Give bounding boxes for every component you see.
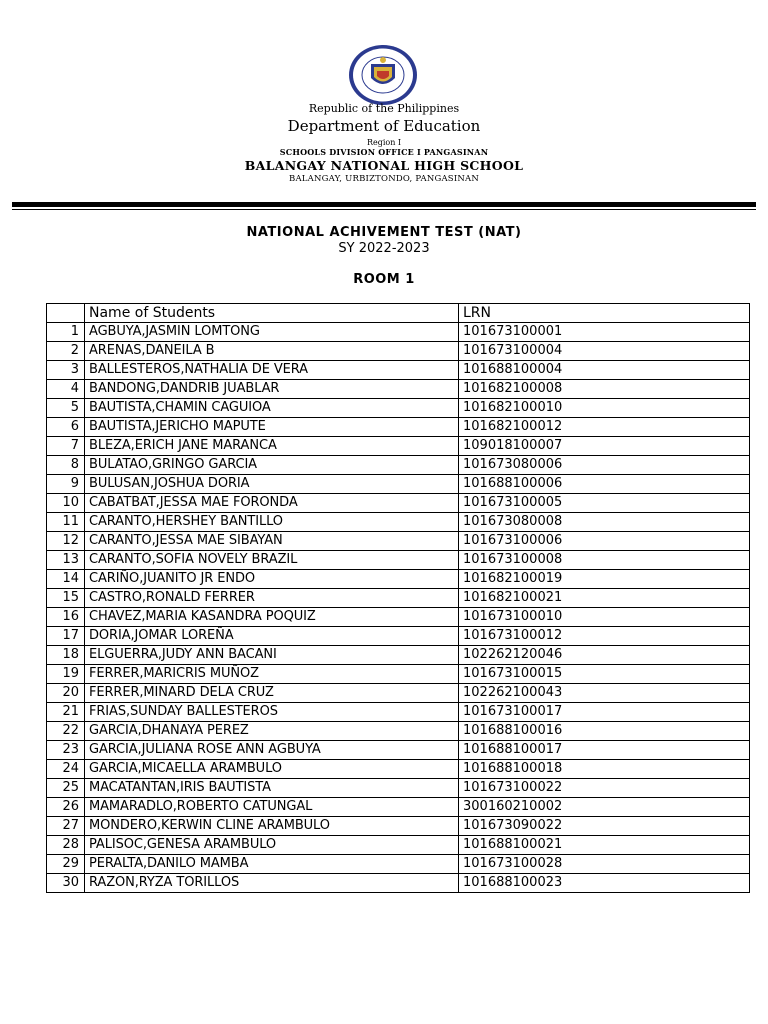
school-address: BALANGAY, URBIZTONDO, PANGASINAN bbox=[289, 174, 479, 184]
student-lrn: 101682100010 bbox=[459, 399, 750, 418]
student-lrn: 101688100021 bbox=[459, 836, 750, 855]
division-office: SCHOOLS DIVISION OFFICE I PANGASINAN bbox=[279, 147, 489, 157]
student-name: CABATBAT,JESSA MAE FORONDA bbox=[85, 494, 459, 513]
student-name: MAMARADLO,ROBERTO CATUNGAL bbox=[85, 798, 459, 817]
row-number: 5 bbox=[47, 399, 85, 418]
student-name: GARCIA,MICAELLA ARAMBULO bbox=[85, 760, 459, 779]
row-number: 10 bbox=[47, 494, 85, 513]
table-row bbox=[47, 608, 750, 627]
student-roster-table bbox=[46, 303, 750, 893]
col-header-number bbox=[47, 304, 85, 323]
student-lrn: 101673100015 bbox=[459, 665, 750, 684]
student-name: BULATAO,GRINGO GARCIA bbox=[85, 456, 459, 475]
student-lrn: 101688100004 bbox=[459, 361, 750, 380]
table-row bbox=[47, 399, 750, 418]
roster-body bbox=[47, 323, 750, 893]
student-name: RAZON,RYZA TORILLOS bbox=[85, 874, 459, 893]
student-lrn: 101673100012 bbox=[459, 627, 750, 646]
table-row bbox=[47, 817, 750, 836]
table-row bbox=[47, 722, 750, 741]
student-lrn: 101673100004 bbox=[459, 342, 750, 361]
table-row bbox=[47, 798, 750, 817]
student-name: MACATANTAN,IRIS BAUTISTA bbox=[85, 779, 459, 798]
school-year: SY 2022-2023 bbox=[338, 241, 430, 256]
table-row bbox=[47, 570, 750, 589]
header-divider-thick bbox=[12, 202, 756, 207]
row-number: 19 bbox=[47, 665, 85, 684]
table-row bbox=[47, 456, 750, 475]
student-lrn: 101673100028 bbox=[459, 855, 750, 874]
row-number: 18 bbox=[47, 646, 85, 665]
row-number: 14 bbox=[47, 570, 85, 589]
student-lrn: 102262120046 bbox=[459, 646, 750, 665]
table-row bbox=[47, 342, 750, 361]
room-label: ROOM 1 bbox=[353, 272, 415, 287]
student-name: BAUTISTA,CHAMIN CAGUIOA bbox=[85, 399, 459, 418]
row-number: 26 bbox=[47, 798, 85, 817]
student-lrn: 300160210002 bbox=[459, 798, 750, 817]
row-number: 6 bbox=[47, 418, 85, 437]
student-name: FERRER,MARICRIS MUÑOZ bbox=[85, 665, 459, 684]
row-number: 20 bbox=[47, 684, 85, 703]
table-row bbox=[47, 684, 750, 703]
student-lrn: 101673100006 bbox=[459, 532, 750, 551]
student-name: CARANTO,SOFIA NOVELY BRAZIL bbox=[85, 551, 459, 570]
row-number: 8 bbox=[47, 456, 85, 475]
table-row bbox=[47, 323, 750, 342]
table-row bbox=[47, 532, 750, 551]
student-name: BANDONG,DANDRIB JUABLAR bbox=[85, 380, 459, 399]
student-lrn: 101673100010 bbox=[459, 608, 750, 627]
student-name: ELGUERRA,JUDY ANN BACANI bbox=[85, 646, 459, 665]
row-number: 9 bbox=[47, 475, 85, 494]
row-number: 15 bbox=[47, 589, 85, 608]
student-name: CASTRO,RONALD FERRER bbox=[85, 589, 459, 608]
student-name: BAUTISTA,JERICHO MAPUTE bbox=[85, 418, 459, 437]
table-row bbox=[47, 418, 750, 437]
student-lrn: 101673100017 bbox=[459, 703, 750, 722]
row-number: 3 bbox=[47, 361, 85, 380]
table-header-row bbox=[47, 304, 750, 323]
student-name: DORIA,JOMAR LOREÑA bbox=[85, 627, 459, 646]
student-name: MONDERO,KERWIN CLINE ARAMBULO bbox=[85, 817, 459, 836]
student-name: CARANTO,HERSHEY BANTILLO bbox=[85, 513, 459, 532]
student-lrn: 101673100022 bbox=[459, 779, 750, 798]
student-name: BULUSAN,JOSHUA DORIA bbox=[85, 475, 459, 494]
student-name: PALISOC,GENESA ARAMBULO bbox=[85, 836, 459, 855]
row-number: 7 bbox=[47, 437, 85, 456]
row-number: 11 bbox=[47, 513, 85, 532]
table-row bbox=[47, 741, 750, 760]
table-row bbox=[47, 665, 750, 684]
student-name: PERALTA,DANILO MAMBA bbox=[85, 855, 459, 874]
row-number: 22 bbox=[47, 722, 85, 741]
table-row bbox=[47, 513, 750, 532]
republic-label: Republic of the Philippines bbox=[308, 102, 460, 115]
student-lrn: 101673090022 bbox=[459, 817, 750, 836]
student-lrn: 101673100005 bbox=[459, 494, 750, 513]
student-name: BALLESTEROS,NATHALIA DE VERA bbox=[85, 361, 459, 380]
table-row bbox=[47, 627, 750, 646]
student-name: CHAVEZ,MARIA KASANDRA POQUIZ bbox=[85, 608, 459, 627]
region-label: Region I bbox=[366, 138, 402, 147]
row-number: 27 bbox=[47, 817, 85, 836]
table-row bbox=[47, 855, 750, 874]
row-number: 13 bbox=[47, 551, 85, 570]
row-number: 17 bbox=[47, 627, 85, 646]
student-lrn: 101688100023 bbox=[459, 874, 750, 893]
table-row bbox=[47, 551, 750, 570]
table-row bbox=[47, 437, 750, 456]
student-lrn: 102262100043 bbox=[459, 684, 750, 703]
school-name: BALANGAY NATIONAL HIGH SCHOOL bbox=[244, 158, 524, 173]
student-lrn: 101688100018 bbox=[459, 760, 750, 779]
student-name: GARCIA,JULIANA ROSE ANN AGBUYA bbox=[85, 741, 459, 760]
student-lrn: 101673080008 bbox=[459, 513, 750, 532]
table-row bbox=[47, 836, 750, 855]
seal-icon bbox=[347, 44, 419, 106]
table-row bbox=[47, 874, 750, 893]
row-number: 25 bbox=[47, 779, 85, 798]
student-name: AGBUYA,JASMIN LOMTONG bbox=[85, 323, 459, 342]
col-header-name: Name of Students bbox=[85, 304, 459, 323]
student-lrn: 101673080006 bbox=[459, 456, 750, 475]
student-lrn: 101682100012 bbox=[459, 418, 750, 437]
student-lrn: 109018100007 bbox=[459, 437, 750, 456]
row-number: 23 bbox=[47, 741, 85, 760]
table-row bbox=[47, 380, 750, 399]
student-lrn: 101682100008 bbox=[459, 380, 750, 399]
row-number: 4 bbox=[47, 380, 85, 399]
table-row bbox=[47, 703, 750, 722]
student-lrn: 101673100001 bbox=[459, 323, 750, 342]
table-row bbox=[47, 589, 750, 608]
row-number: 24 bbox=[47, 760, 85, 779]
row-number: 28 bbox=[47, 836, 85, 855]
student-name: BLEZA,ERICH JANE MARANCA bbox=[85, 437, 459, 456]
student-name: FRIAS,SUNDAY BALLESTEROS bbox=[85, 703, 459, 722]
student-lrn: 101688100017 bbox=[459, 741, 750, 760]
student-name: GARCIA,DHANAYA PEREZ bbox=[85, 722, 459, 741]
test-title: NATIONAL ACHIVEMENT TEST (NAT) bbox=[246, 225, 522, 240]
table-row bbox=[47, 779, 750, 798]
row-number: 16 bbox=[47, 608, 85, 627]
row-number: 12 bbox=[47, 532, 85, 551]
student-lrn: 101688100016 bbox=[459, 722, 750, 741]
row-number: 30 bbox=[47, 874, 85, 893]
col-header-lrn: LRN bbox=[459, 304, 750, 323]
row-number: 21 bbox=[47, 703, 85, 722]
row-number: 1 bbox=[47, 323, 85, 342]
student-lrn: 101682100019 bbox=[459, 570, 750, 589]
table-row bbox=[47, 475, 750, 494]
student-lrn: 101673100008 bbox=[459, 551, 750, 570]
table-row bbox=[47, 646, 750, 665]
table-row bbox=[47, 494, 750, 513]
student-lrn: 101688100006 bbox=[459, 475, 750, 494]
table-row bbox=[47, 361, 750, 380]
student-name: ARENAS,DANEILA B bbox=[85, 342, 459, 361]
row-number: 29 bbox=[47, 855, 85, 874]
student-name: FERRER,MINARD DELA CRUZ bbox=[85, 684, 459, 703]
student-lrn: 101682100021 bbox=[459, 589, 750, 608]
deped-seal bbox=[347, 44, 419, 106]
department-name: Department of Education bbox=[287, 117, 481, 135]
student-name: CARIÑO,JUANITO JR ENDO bbox=[85, 570, 459, 589]
student-name: CARANTO,JESSA MAE SIBAYAN bbox=[85, 532, 459, 551]
header-divider-thin bbox=[12, 209, 756, 210]
row-number: 2 bbox=[47, 342, 85, 361]
table-row bbox=[47, 760, 750, 779]
